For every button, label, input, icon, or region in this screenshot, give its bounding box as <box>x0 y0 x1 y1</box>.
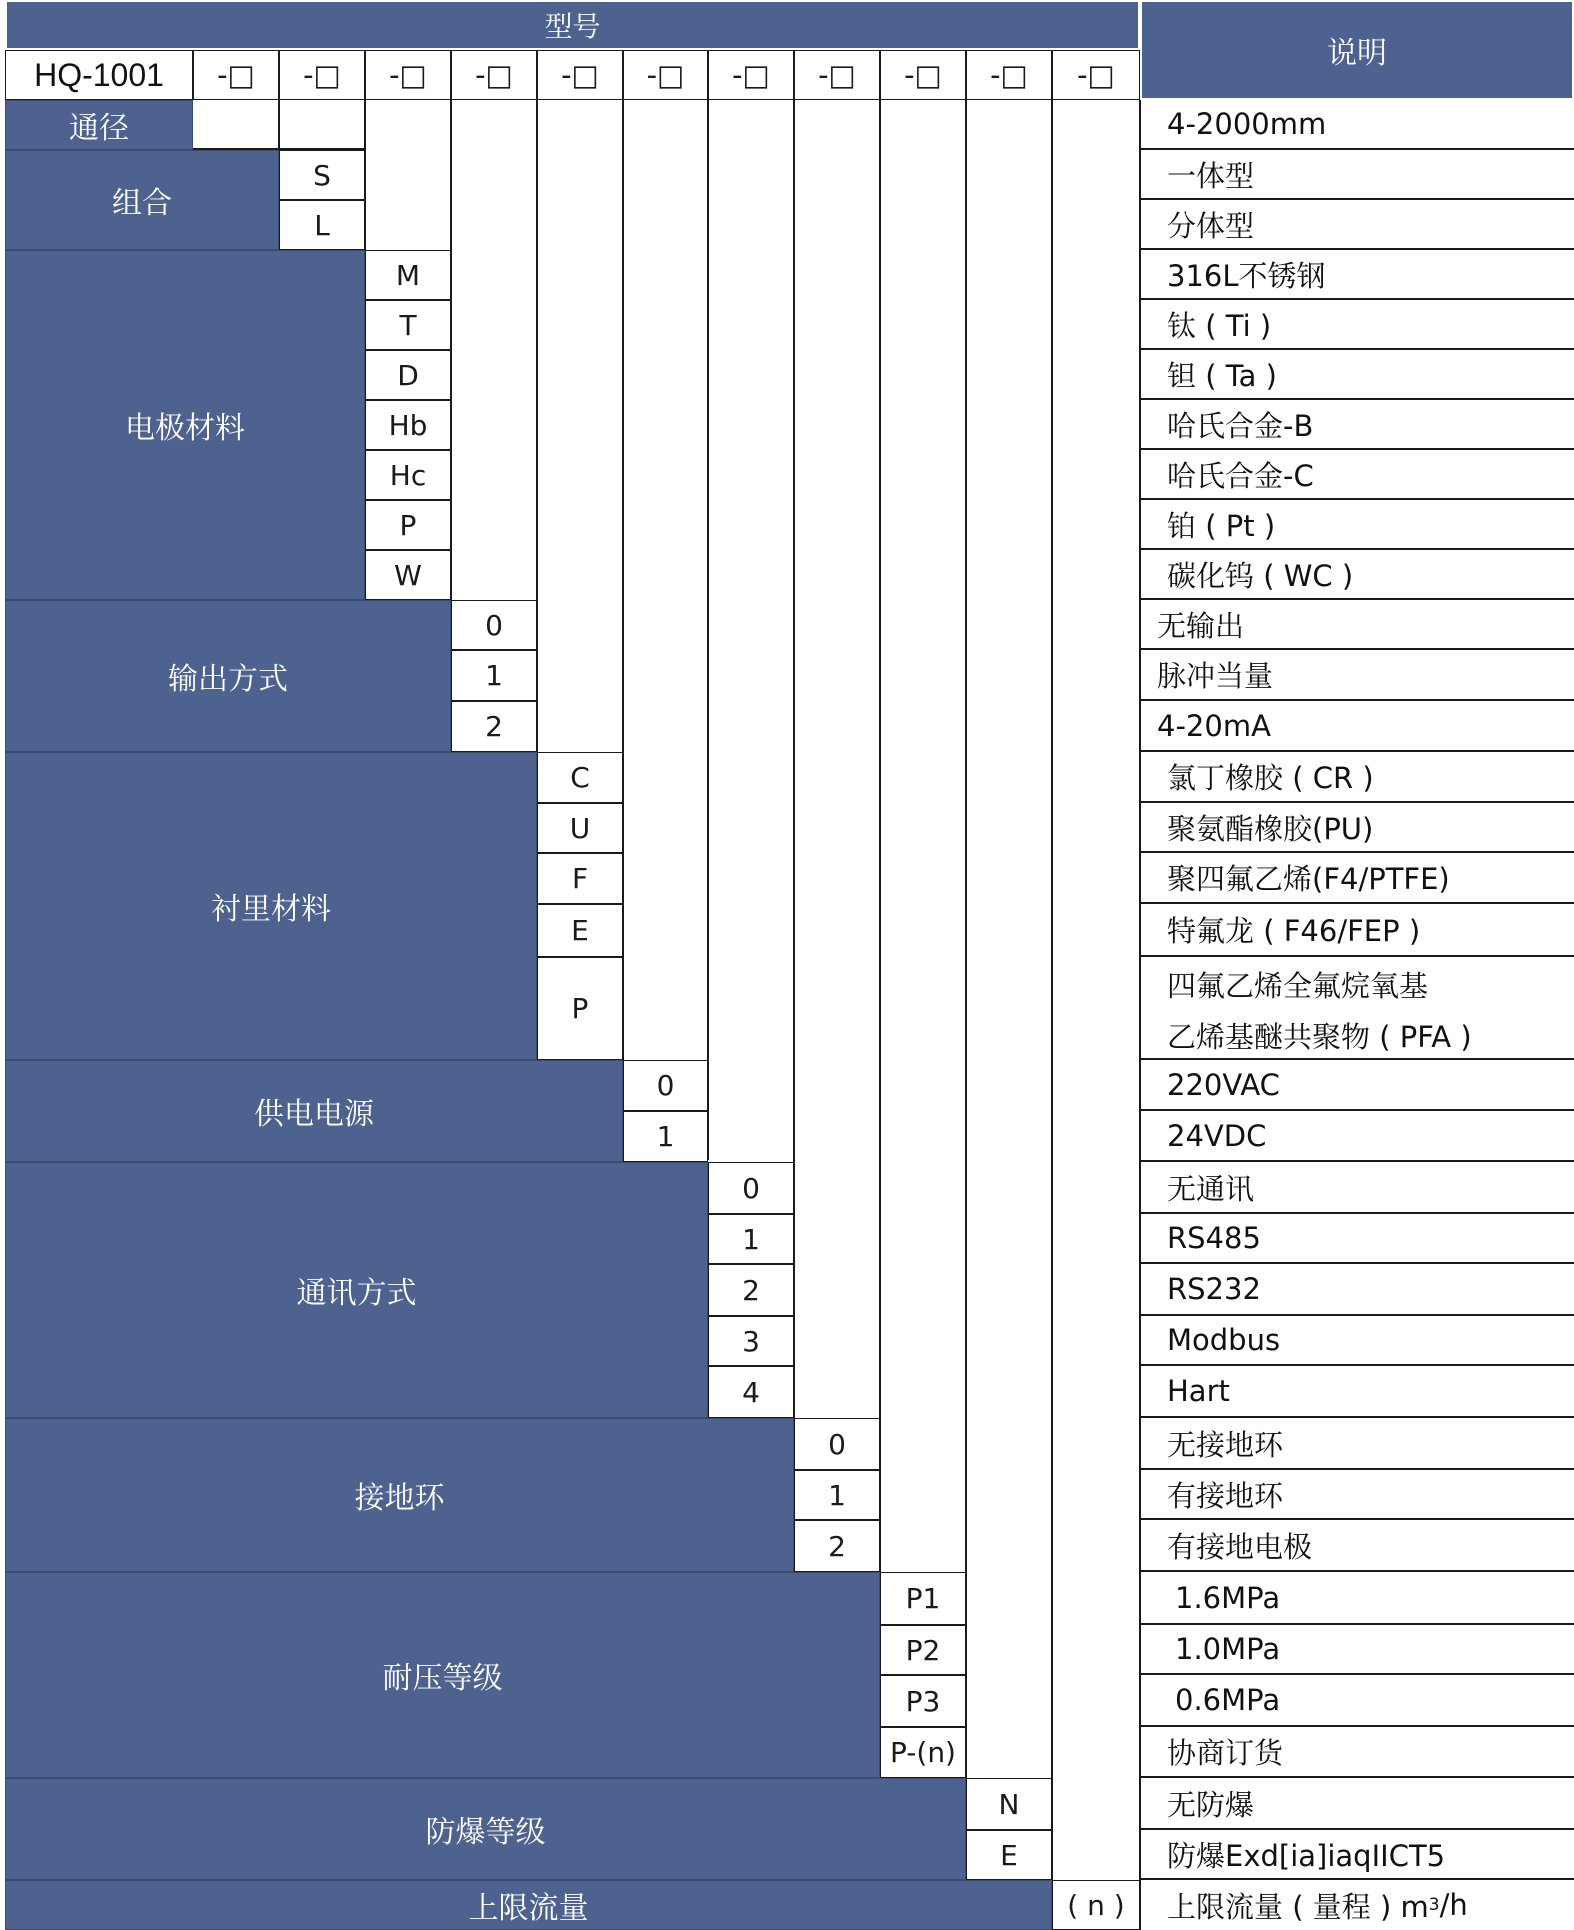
desc-text: 协商订货 <box>1167 1736 1284 1770</box>
model-header-label: 型号 <box>544 10 601 43</box>
desc-output-1 <box>1139 650 1574 701</box>
code-label: P2 <box>905 1633 941 1667</box>
desc-explosion-e <box>1139 1830 1574 1880</box>
desc-lining-f <box>1139 853 1574 904</box>
group-label: 防爆等级 <box>425 1815 546 1850</box>
code-electrode-t <box>365 300 451 350</box>
desc-lining-u <box>1139 803 1574 853</box>
desc-output-2 <box>1139 701 1574 752</box>
slot-label: -□ <box>389 58 427 92</box>
group-label: 耐压等级 <box>382 1661 503 1696</box>
desc-electrode-m <box>1139 250 1574 300</box>
code-lining-f <box>537 853 623 904</box>
slot-label: -□ <box>904 58 942 92</box>
desc-power-0 <box>1139 1060 1574 1111</box>
slot-10 <box>966 50 1052 100</box>
code-label: Hc <box>389 458 427 492</box>
desc-ground-1 <box>1139 1470 1574 1520</box>
slot-label: -□ <box>818 58 856 92</box>
desc-text: 1.6MPa <box>1175 1580 1281 1615</box>
group-explosion <box>5 1778 966 1880</box>
desc-text: 脉冲当量 <box>1157 659 1274 693</box>
code-label: S <box>313 158 331 192</box>
code-explosion-e <box>966 1830 1052 1880</box>
desc-electrode-d <box>1139 350 1574 400</box>
desc-pressure-p1 <box>1139 1572 1574 1625</box>
code-output-0 <box>451 600 537 650</box>
code-label: 1 <box>742 1222 760 1256</box>
desc-text: 0.6MPa <box>1175 1683 1281 1717</box>
code-label: C <box>570 761 590 794</box>
desc-assembly-s <box>1139 150 1574 200</box>
desc-text: 钽 ( Ta ) <box>1167 358 1277 393</box>
group-label: 组合 <box>112 186 172 221</box>
desc-text: 四氟乙烯全氟烷氧基 <box>1167 969 1429 1003</box>
slot-2 <box>279 50 365 100</box>
desc-text-unit: /h <box>1439 1888 1468 1922</box>
desc-text: 钛 ( Ti ) <box>1167 308 1272 343</box>
code-electrode-d <box>365 350 451 400</box>
desc-text: 无通讯 <box>1167 1171 1255 1206</box>
group-assembly <box>5 150 279 250</box>
code-electrode-hc <box>365 450 451 500</box>
code-label: M <box>395 258 421 292</box>
code-label: F <box>571 862 589 895</box>
description-header <box>1140 0 1574 100</box>
desc-text: Hart <box>1167 1374 1230 1408</box>
desc-electrode-p <box>1139 500 1574 550</box>
desc-text: 有接地电极 <box>1167 1529 1313 1564</box>
code-electrode-hb <box>365 400 451 450</box>
group-flow <box>5 1880 1052 1930</box>
code-assembly-s <box>279 150 365 200</box>
desc-lining-p-line1 <box>1139 957 1574 1012</box>
desc-text: 无输出 <box>1157 608 1245 643</box>
desc-flow <box>1139 1880 1574 1930</box>
group-lining <box>5 752 537 1060</box>
code-label: U <box>569 811 591 845</box>
code-label: 0 <box>656 1069 675 1102</box>
group-label: 输出方式 <box>168 662 288 697</box>
code-label: 3 <box>742 1324 760 1358</box>
code-label: P1 <box>905 1582 941 1615</box>
desc-text: 乙烯基醚共聚物 ( PFA ) <box>1167 1019 1472 1054</box>
model-code: HQ-1001 <box>34 56 164 93</box>
model-code-cell <box>5 50 193 100</box>
desc-text: 4-2000mm <box>1167 107 1327 141</box>
desc-text: 特氟龙 ( F46/FEP ) <box>1167 914 1421 948</box>
code-output-2 <box>451 701 537 752</box>
desc-electrode-hc <box>1139 450 1574 500</box>
desc-text: 24VDC <box>1167 1118 1267 1153</box>
code-electrode-w <box>365 550 451 600</box>
code-label: 0 <box>828 1427 846 1461</box>
group-label: 供电电源 <box>254 1097 374 1132</box>
code-label: D <box>397 358 419 392</box>
model-header <box>5 0 1140 50</box>
desc-pressure-p3 <box>1139 1675 1574 1727</box>
desc-text: RS485 <box>1167 1221 1261 1255</box>
desc-text: 碳化钨 ( WC ) <box>1167 558 1354 593</box>
code-label: Hb <box>388 408 428 442</box>
group-power <box>5 1060 623 1162</box>
slot-label: -□ <box>303 58 341 92</box>
desc-power-1 <box>1139 1111 1574 1162</box>
code-label: 4 <box>742 1375 760 1409</box>
desc-text: 无防爆 <box>1167 1787 1255 1822</box>
code-assembly-l <box>279 200 365 250</box>
slot-label: -□ <box>561 58 599 92</box>
group-label: 电极材料 <box>125 411 245 446</box>
group-ground <box>5 1418 794 1572</box>
code-label: L <box>314 208 330 242</box>
slot-4 <box>451 50 537 100</box>
slot-8 <box>794 50 880 100</box>
code-label: E <box>1000 1838 1018 1872</box>
desc-electrode-w <box>1139 550 1574 600</box>
slot-11 <box>1052 50 1140 100</box>
code-label: N <box>998 1787 1020 1821</box>
code-label: P-(n) <box>890 1736 956 1769</box>
code-lining-c <box>537 752 623 803</box>
group-output <box>5 600 451 752</box>
code-label: 1 <box>656 1120 675 1153</box>
code-lining-e <box>537 904 623 957</box>
code-label: 0 <box>742 1171 760 1205</box>
code-output-1 <box>451 650 537 701</box>
desc-comm-4 <box>1139 1366 1574 1418</box>
slot-label: -□ <box>732 58 770 92</box>
desc-lining-e <box>1139 904 1574 957</box>
code-comm-4 <box>708 1366 794 1418</box>
slot-6 <box>623 50 708 100</box>
desc-text: 防爆Exd[ia]iaqIICT5 <box>1167 1838 1446 1873</box>
desc-lining-p-line2 <box>1139 1012 1574 1060</box>
desc-text: 聚氨酯橡胶(PU) <box>1167 811 1374 846</box>
group-label: 通讯方式 <box>296 1276 417 1311</box>
desc-text: 4-20mA <box>1157 708 1271 743</box>
slot-label: -□ <box>646 58 685 92</box>
desc-text: 哈氏合金-C <box>1167 458 1314 493</box>
desc-ground-2 <box>1139 1520 1574 1572</box>
slot-label: -□ <box>217 58 255 92</box>
desc-superscript: 3 <box>1428 1895 1440 1915</box>
code-comm-3 <box>708 1316 794 1366</box>
group-label: 衬里材料 <box>211 892 331 927</box>
desc-comm-0 <box>1139 1162 1574 1214</box>
group-label: 上限流量 <box>468 1891 589 1926</box>
desc-explosion-n <box>1139 1778 1574 1830</box>
desc-comm-1 <box>1139 1214 1574 1264</box>
slot-label: -□ <box>990 58 1028 92</box>
desc-text: 聚四氟乙烯(F4/PTFE) <box>1167 862 1450 896</box>
code-ground-2 <box>794 1520 880 1572</box>
code-ground-0 <box>794 1418 880 1470</box>
code-lining-u <box>537 803 623 853</box>
code-label: ( n ) <box>1067 1888 1125 1922</box>
code-label: E <box>571 914 589 947</box>
code-label: W <box>394 558 422 592</box>
desc-text: 一体型 <box>1167 158 1255 193</box>
desc-comm-3 <box>1139 1316 1574 1366</box>
desc-text: 有接地环 <box>1167 1478 1284 1513</box>
desc-lining-c <box>1139 752 1574 803</box>
desc-text: 氯丁橡胶 ( CR ) <box>1167 761 1374 795</box>
code-label: P <box>571 992 589 1025</box>
code-pressure-p3 <box>880 1675 966 1727</box>
desc-text: 316L不锈钢 <box>1167 258 1326 293</box>
code-label: 1 <box>828 1478 846 1512</box>
desc-text: 铂 ( Pt ) <box>1167 508 1276 543</box>
desc-text: 无接地环 <box>1167 1427 1284 1462</box>
slot-7 <box>708 50 794 100</box>
desc-text: 哈氏合金-B <box>1167 408 1314 443</box>
code-label: 2 <box>485 710 503 743</box>
slot-label: -□ <box>1077 58 1115 92</box>
group-label: 接地环 <box>354 1481 445 1516</box>
slot-9 <box>880 50 966 100</box>
desc-ground-0 <box>1139 1418 1574 1470</box>
desc-text: 上限流量 ( 量程 ) m <box>1167 1889 1429 1924</box>
code-pressure-p2 <box>880 1625 966 1675</box>
code-flow-n <box>1052 1880 1140 1930</box>
desc-comm-2 <box>1139 1264 1574 1316</box>
desc-diameter <box>1139 100 1574 150</box>
desc-text: 1.0MPa <box>1175 1632 1281 1666</box>
code-label: 0 <box>485 608 503 642</box>
description-header-label: 说明 <box>1327 36 1387 71</box>
desc-text: RS232 <box>1167 1272 1261 1306</box>
group-electrode <box>5 250 365 600</box>
code-lining-p <box>537 957 623 1060</box>
code-label: 2 <box>742 1273 760 1307</box>
code-pressure-p1 <box>880 1572 966 1625</box>
code-comm-1 <box>708 1214 794 1264</box>
code-explosion-n <box>966 1778 1052 1830</box>
slot-1 <box>193 50 279 100</box>
code-label: 2 <box>828 1529 846 1563</box>
code-electrode-p <box>365 500 451 550</box>
desc-pressure-p2 <box>1139 1625 1574 1675</box>
slot-label: -□ <box>475 58 513 92</box>
code-label: P3 <box>905 1684 941 1718</box>
code-label: 1 <box>485 659 503 692</box>
code-label: T <box>399 308 417 342</box>
group-label: 通径 <box>69 111 129 146</box>
group-comm <box>5 1162 708 1418</box>
slot-3 <box>365 50 451 100</box>
desc-text: 220VAC <box>1167 1067 1280 1102</box>
code-power-1 <box>623 1111 708 1162</box>
code-comm-2 <box>708 1264 794 1316</box>
desc-text: 分体型 <box>1167 208 1255 243</box>
desc-pressure-pn <box>1139 1727 1574 1778</box>
slot-5 <box>537 50 623 100</box>
desc-text: Modbus <box>1167 1323 1281 1357</box>
code-ground-1 <box>794 1470 880 1520</box>
code-pressure-pn <box>880 1727 966 1778</box>
code-label: P <box>399 508 417 542</box>
desc-assembly-l <box>1139 200 1574 250</box>
desc-output-0 <box>1139 600 1574 650</box>
code-electrode-m <box>365 250 451 300</box>
desc-electrode-t <box>1139 300 1574 350</box>
code-power-0 <box>623 1060 708 1111</box>
code-comm-0 <box>708 1162 794 1214</box>
desc-electrode-hb <box>1139 400 1574 450</box>
group-pressure <box>5 1572 880 1778</box>
group-diameter <box>5 100 193 150</box>
